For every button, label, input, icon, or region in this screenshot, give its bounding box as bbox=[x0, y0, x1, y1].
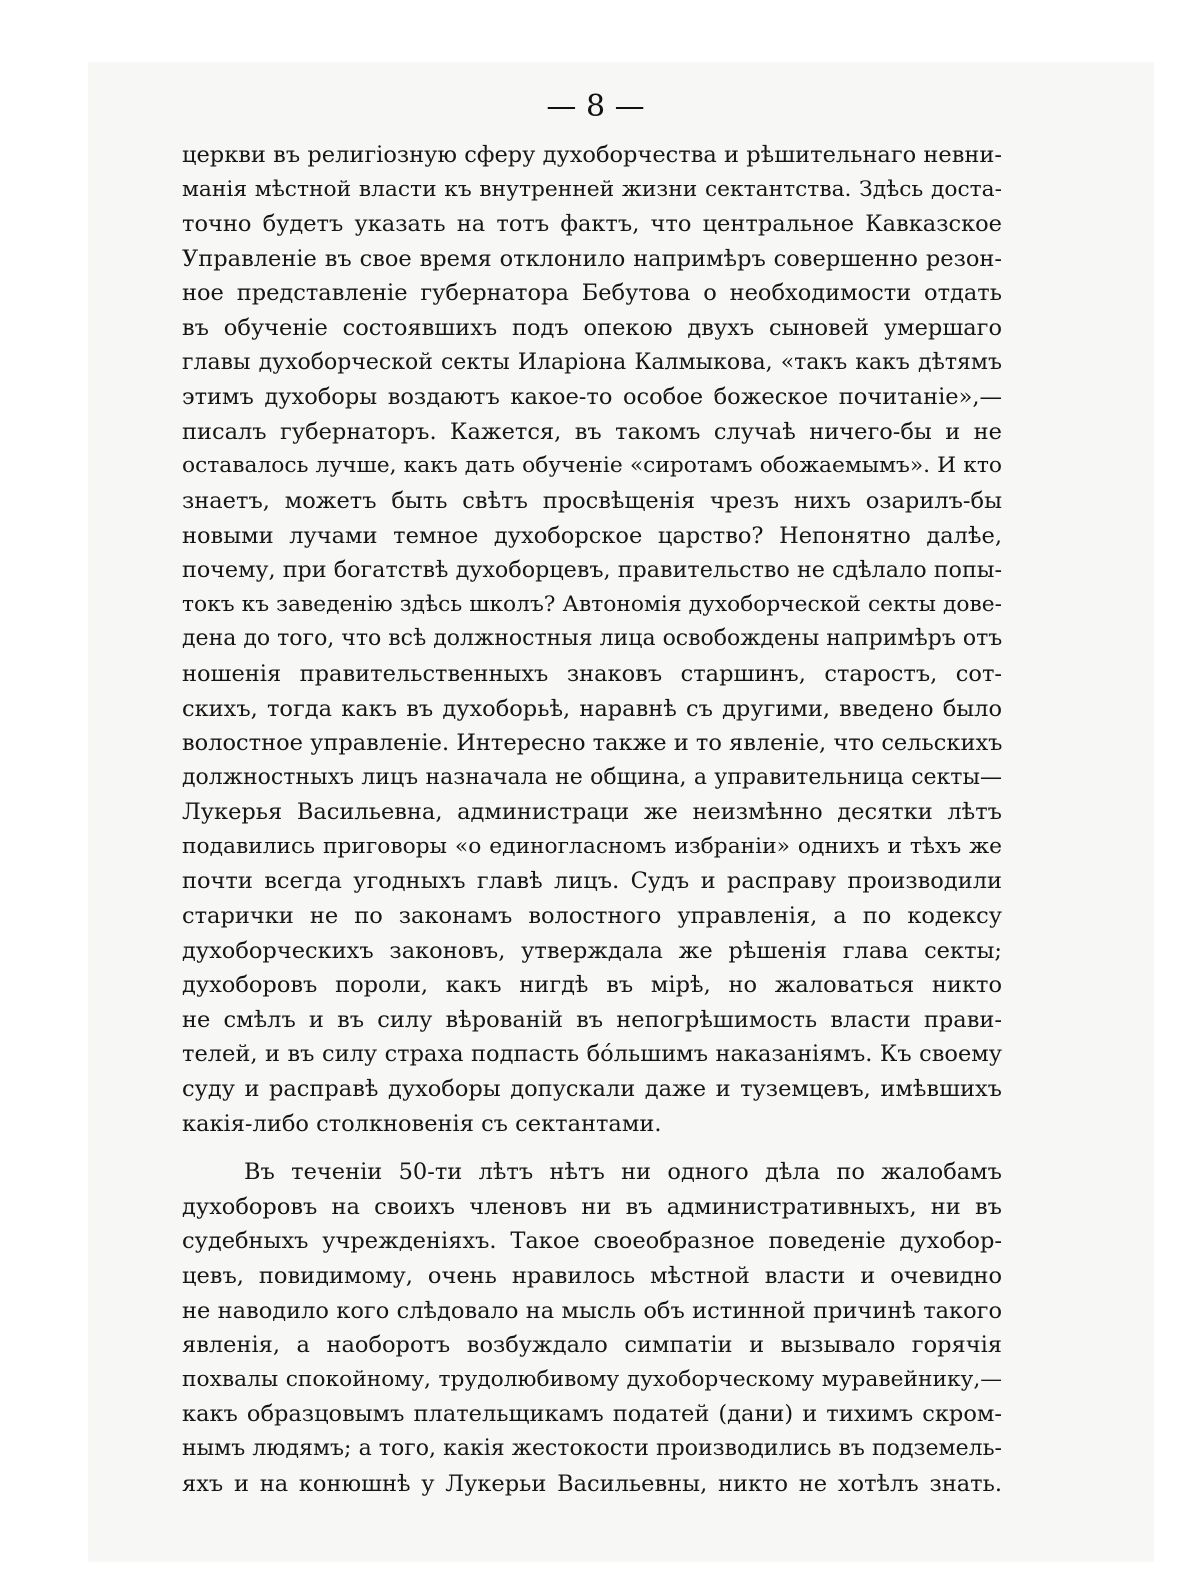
text-line: точно будетъ указать на тотъ фактъ, что центральное Кавказское bbox=[182, 211, 1002, 238]
text-line: главы духоборческой секты Иларіона Калмыкова, «такъ какъ дѣтямъ bbox=[182, 349, 1002, 375]
text-line: похвалы спокойному, трудолюбивому духоборческому муравейнику,— bbox=[182, 1366, 1002, 1392]
page-number: — 8 — bbox=[546, 89, 645, 124]
text-line: волостное управленіе. Интересно также и то явленіе, что сельскихъ bbox=[182, 730, 1003, 757]
text-line: духоборовъ на своихъ членовъ ни въ административныхъ, ни въ bbox=[182, 1193, 1002, 1220]
text-line: дена до того, что всѣ должностныя лица освобождены напримѣръ отъ bbox=[182, 626, 1003, 652]
text-line: не наводило кого слѣдовало на мысль объ истинной причинѣ такого bbox=[182, 1297, 1002, 1324]
paragraph-1 bbox=[182, 138, 1002, 1141]
paragraph-gap bbox=[182, 1141, 1002, 1155]
text-line: этимъ духоборы воздаютъ какое-то особое божеское почитаніе»,— bbox=[182, 384, 1002, 411]
text-line: не смѣлъ и въ силу вѣрованій въ непогрѣшимость власти прави- bbox=[182, 1006, 1002, 1033]
text-line: Управленіе въ свое время отклонило напримѣръ совершенно резон- bbox=[182, 245, 1002, 272]
text-line: Лукерья Васильевна, администраци же неизмѣнно десятки лѣтъ bbox=[182, 799, 1002, 826]
text-line: цевъ, повидимому, очень нравилось мѣстной власти и очевидно bbox=[182, 1263, 1002, 1289]
text-line: церкви въ религіозную сферу духоборчества и рѣшительнаго невни- bbox=[182, 142, 1002, 168]
text-line: оставалось лучше, какъ дать обученіе «сиротамъ обожаемымъ». И кто bbox=[182, 453, 1002, 479]
text-line: суду и расправѣ духоборы допускали даже и туземцевъ, имѣвшихъ bbox=[182, 1076, 1002, 1103]
text-line: явленія, а наоборотъ возбуждало симпатіи и вызывало горячія bbox=[182, 1332, 1002, 1359]
text-line: старички не по законамъ волостного управленія, а по кодексу bbox=[182, 903, 1002, 930]
text-line: ношенія правительственныхъ знаковъ старшинъ, старостъ, сот- bbox=[182, 660, 1002, 687]
text-line: почему, при богатствѣ духоборцевъ, правительство не сдѣлало попы- bbox=[182, 557, 1002, 584]
text-line: скихъ, тогда какъ въ духоборьѣ, наравнѣ съ другими, введено было bbox=[182, 695, 1002, 722]
text-line: ное представленіе губернатора Бебутова о необходимости отдать bbox=[182, 280, 1002, 307]
text-line: яхъ и на конюшнѣ у Лукерьи Васильевны, никто не хотѣлъ знать. bbox=[182, 1470, 1002, 1497]
text-line: какъ образцовымъ плательщикамъ податей (дани) и тихимъ скром- bbox=[182, 1401, 1002, 1428]
body-text bbox=[182, 138, 1002, 1501]
text-line: телей, и въ силу страха подпасть бóльшимъ наказаніямъ. Къ своему bbox=[182, 1041, 1002, 1068]
text-line: почти всегда угодныхъ главѣ лицъ. Судъ и расправу производили bbox=[182, 868, 1002, 895]
paragraph-2 bbox=[182, 1155, 1002, 1501]
text-line: подавились приговоры «о единогласномъ избраніи» однихъ и тѣхъ же bbox=[182, 833, 1002, 859]
text-line: какія-либо столкновенія съ сектантами. bbox=[182, 1110, 662, 1137]
text-line: духоборческихъ законовъ, утверждала же рѣшенія глава секты; bbox=[182, 937, 1002, 964]
text-line: писалъ губернаторъ. Кажется, въ такомъ случаѣ ничего-бы и не bbox=[182, 418, 1002, 445]
text-line: новыми лучами темное духоборское царство? Непонятно далѣе, bbox=[182, 522, 1002, 549]
text-line: токъ къ заведенію здѣсь школъ? Автономія духоборческой секты дове- bbox=[182, 591, 1002, 617]
text-line: манія мѣстной власти къ внутренней жизни сектантства. Здѣсь доста- bbox=[182, 176, 1002, 202]
text-line: духоборовъ пороли, какъ нигдѣ въ мірѣ, но жаловаться никто bbox=[182, 972, 1002, 999]
text-line: Въ теченіи 50-ти лѣтъ нѣтъ ни одного дѣла по жалобамъ bbox=[244, 1159, 1002, 1186]
text-line: знаетъ, можетъ быть свѣтъ просвѣщенія чрезъ нихъ озарилъ-бы bbox=[182, 487, 1002, 514]
text-line: судебныхъ учрежденіяхъ. Такое своеобразное поведеніе духобор- bbox=[182, 1228, 1002, 1255]
text-line: должностныхъ лицъ назначала не община, а управительница секты— bbox=[182, 764, 1002, 790]
text-line: въ обученіе состоявшихъ подъ опекою двухъ сыновей умершаго bbox=[182, 314, 1002, 341]
text-line: нымъ людямъ; а того, какія жестокости производились въ подземель- bbox=[182, 1435, 1002, 1461]
